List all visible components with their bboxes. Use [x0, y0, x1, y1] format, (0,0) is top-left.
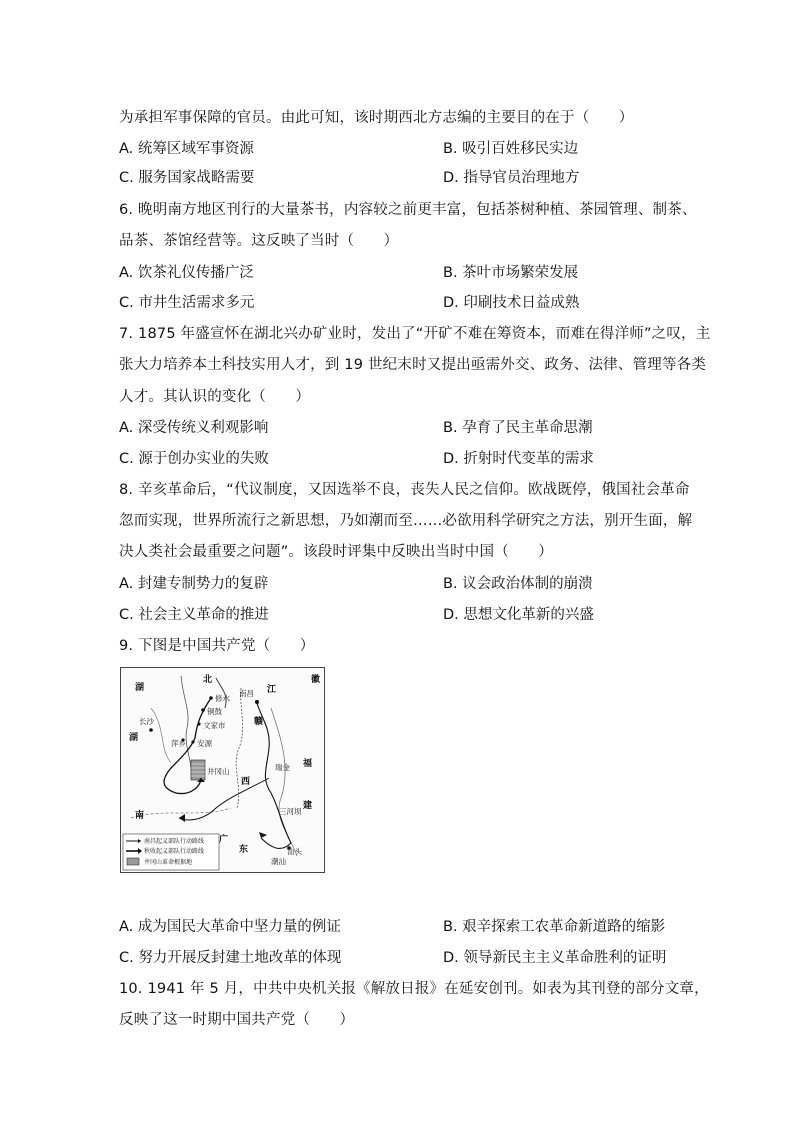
- map-place-sanheba: 三河坝: [279, 807, 302, 816]
- map-legend-nanchang: 南昌起义部队行动路线: [144, 838, 205, 845]
- q6-stem-line-2: 品茶、茶馆经营等。这反映了当时（ ）: [119, 233, 399, 249]
- q9-option-c: C. 努力开展反封建土地改革的体现: [119, 950, 342, 966]
- q8-option-d: D. 思想文化革新的兴盛: [443, 607, 594, 623]
- map-place-ruijin: 瑞金: [275, 763, 290, 772]
- map-place-wenjiashi: 文家市: [203, 721, 226, 730]
- q10-stem-line-1: 10. 1941 年 5 月，中共中央机关报《解放日报》在延安创刊。如表为其刊登的部分文章，: [119, 981, 709, 997]
- q5-option-a: A. 统筹区域军事资源: [119, 141, 254, 157]
- map-place-nanchang: 南昌: [239, 689, 254, 698]
- q9-stem: 9. 下图是中国共产党（ ）: [119, 638, 315, 654]
- map-prov-hu1: 湖: [135, 683, 145, 693]
- revolution-route-map: [120, 667, 325, 873]
- map-prov-nan: 南: [135, 811, 145, 821]
- map-legend-autumn: 秋收起义部队行动路线: [144, 848, 205, 855]
- q9-option-b: B. 艰辛探索工农革命新道路的缩影: [443, 919, 666, 935]
- map-prov-hui: 徽: [311, 675, 321, 685]
- map-place-changsha: 长沙: [139, 717, 154, 726]
- q5-stem-line: 为承担军事保障的官员。由此可知，该时期西北方志编的主要目的在于（ ）: [119, 110, 634, 126]
- map-prov-dong: 东: [239, 845, 249, 855]
- q7-option-d: D. 折射时代变革的需求: [443, 451, 594, 467]
- map-place-xiushui: 修水: [215, 694, 230, 703]
- q7-stem-line-2: 张大力培养本土科技实用人才，到 19 世纪末时又提出亟需外交、政务、法律、管理等各类: [119, 357, 707, 373]
- q7-stem-line-3: 人才。其认识的变化（ ）: [119, 389, 311, 405]
- q5-option-b: B. 吸引百姓移民实边: [443, 141, 579, 157]
- q6-option-b: B. 茶叶市场繁荣发展: [443, 265, 579, 281]
- q7-stem-line-1: 7. 1875 年盛宣怀在湖北兴办矿业时，发出了“开矿不难在筹资本，而难在得洋师”之叹，主: [119, 326, 711, 342]
- q8-option-b: B. 议会政治体制的崩溃: [443, 576, 593, 592]
- map-prov-jiang: 江: [267, 685, 277, 695]
- map-prov-guang: 广: [219, 835, 229, 845]
- map-prov-fu: 福: [303, 759, 313, 769]
- q8-stem-line-1: 8. 辛亥革命后，“代议制度，又因选举不良，丧失人民之信仰。欧战既停，俄国社会革命: [119, 482, 690, 498]
- map-place-pingxiang: 萍乡: [171, 739, 186, 748]
- map-place-chaoshan: 潮汕: [271, 857, 286, 866]
- map-place-tonggu: 铜鼓: [207, 707, 222, 716]
- map-legend-base: 井冈山革命根据地: [144, 859, 193, 866]
- q8-option-c: C. 社会主义革命的推进: [119, 607, 269, 623]
- map-place-jinggangshan: 井冈山: [207, 767, 230, 776]
- q6-option-d: D. 印刷技术日益成熟: [443, 295, 580, 311]
- q8-stem-line-2: 忽而实现，世界所流行之新思想，乃如潮而至……必欲用科学研究之方法，别开生面，解: [119, 513, 693, 529]
- q8-stem-line-3: 决人类社会最重要之问题”。该段时评集中反映出当时中国（ ）: [119, 544, 554, 560]
- q5-option-d: D. 指导官员治理地方: [443, 170, 580, 186]
- q10-stem-line-2: 反映了这一时期中国共产党（ ）: [119, 1012, 355, 1028]
- q7-option-a: A. 深受传统义利观影响: [119, 420, 269, 436]
- q8-option-a: A. 封建专制势力的复辟: [119, 576, 269, 592]
- map-place-anyuan: 安源: [197, 739, 212, 748]
- q7-option-b: B. 孕育了民主革命思潮: [443, 420, 593, 436]
- q6-stem-line-1: 6. 晚明南方地区刊行的大量茶书，内容较之前更丰富，包括茶树种植、茶园管理、制茶、: [119, 202, 697, 218]
- q5-option-c: C. 服务国家战略需要: [119, 170, 255, 186]
- q6-option-c: C. 市井生活需求多元: [119, 295, 255, 311]
- map-prov-bei: 北: [203, 675, 213, 685]
- map-prov-jian: 建: [303, 801, 313, 811]
- map-prov-gan: 赣: [254, 717, 264, 727]
- q9-option-d: D. 领导新民主主义革命胜利的证明: [443, 950, 667, 966]
- q9-option-a: A. 成为国民大革命中坚力量的例证: [119, 919, 341, 935]
- map-prov-xi: 西: [241, 777, 251, 787]
- q6-option-a: A. 饮茶礼仪传播广泛: [119, 265, 254, 281]
- q7-option-c: C. 源于创办实业的失败: [119, 451, 269, 467]
- map-prov-hu2: 湖: [129, 733, 139, 743]
- map-place-shantou: 汕头: [287, 847, 302, 856]
